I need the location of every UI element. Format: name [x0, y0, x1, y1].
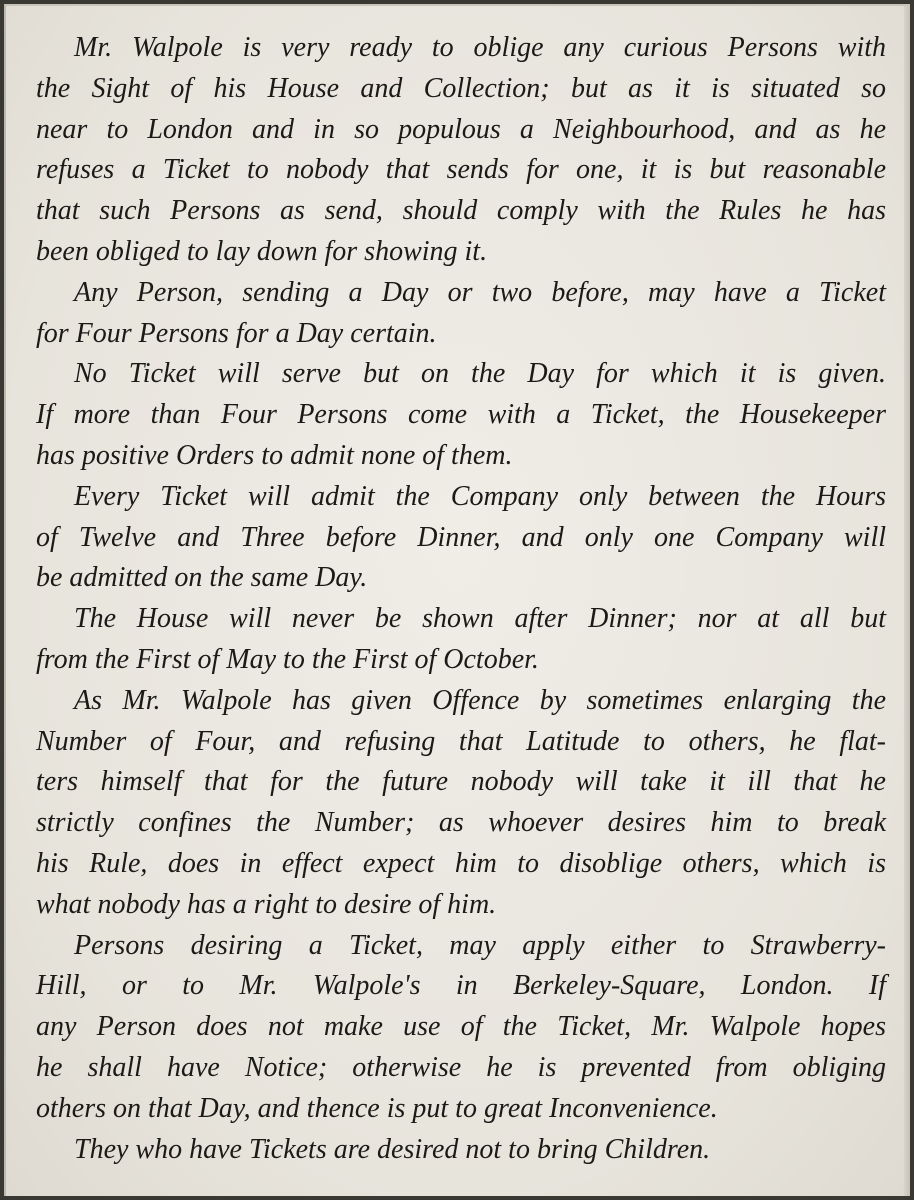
text-line: The House will never be shown after Dinner; nor at all but	[74, 603, 886, 635]
text-line: from the First of May to the First of October.	[36, 643, 539, 675]
paragraph-children	[36, 1130, 886, 1171]
text-line: of Twelve and Three before Dinner, and only one Company will	[36, 521, 886, 553]
text-line: Every Ticket will admit the Company only between the Hours	[74, 480, 886, 512]
text-line: Mr. Walpole is very ready to oblige any curious Persons with	[74, 32, 886, 63]
text-line: If more than Four Persons come with a Ticket, the Housekeeper	[36, 399, 886, 431]
rules-text	[36, 28, 886, 1170]
text-line: he shall have Notice; otherwise he is prevented from obliging	[36, 1051, 886, 1083]
paragraph-season	[36, 599, 886, 681]
text-line: No Ticket will serve but on the Day for which it is given.	[74, 358, 886, 390]
text-line: for Four Persons for a Day certain.	[36, 317, 437, 349]
text-line: be admitted on the same Day.	[36, 562, 368, 594]
paragraph-number-limit	[36, 681, 886, 926]
text-line: Hill, or to Mr. Walpole's in Berkeley-Square, London. If	[36, 970, 886, 1002]
text-line: strictly confines the Number; as whoever desires him to break	[36, 807, 886, 839]
text-line: his Rule, does in effect expect him to disoblige others, which is	[36, 847, 886, 879]
text-line: refuses a Ticket to nobody that sends for one, it is but reasonable	[36, 154, 886, 186]
printed-page	[4, 4, 910, 1196]
page-edge-shadow	[904, 6, 910, 1196]
text-line: Persons desiring a Ticket, may apply either to Strawberry-	[74, 929, 886, 961]
text-line: Number of Four, and refusing that Latitude to others, he flat-	[36, 725, 886, 757]
text-line: the Sight of his House and Collection; but as it is situated so	[36, 72, 886, 104]
text-line: ters himself that for the future nobody will take it ill that he	[36, 766, 886, 798]
paragraph-ticket-request	[36, 273, 886, 355]
text-line: what nobody has a right to desire of him.	[36, 888, 497, 920]
text-line: others on that Day, and thence is put to great Inconvenience.	[36, 1092, 718, 1124]
paragraph-ticket-validity	[36, 354, 886, 476]
paragraph-application	[36, 926, 886, 1130]
paragraph-intro	[36, 28, 886, 273]
text-line: has positive Orders to admit none of them.	[36, 439, 513, 471]
text-line: As Mr. Walpole has given Offence by sometimes enlarging the	[74, 684, 886, 716]
paragraph-admission-hours	[36, 477, 886, 599]
text-line: They who have Tickets are desired not to bring Children.	[74, 1133, 711, 1165]
text-line: that such Persons as send, should comply with the Rules he has	[36, 195, 886, 227]
text-line: been obliged to lay down for showing it.	[36, 235, 488, 267]
text-line: any Person does not make use of the Ticket, Mr. Walpole hopes	[36, 1011, 886, 1043]
text-line: Any Person, sending a Day or two before, may have a Ticket	[74, 276, 886, 308]
text-line: near to London and in so populous a Neighbourhood, and as he	[36, 113, 886, 145]
